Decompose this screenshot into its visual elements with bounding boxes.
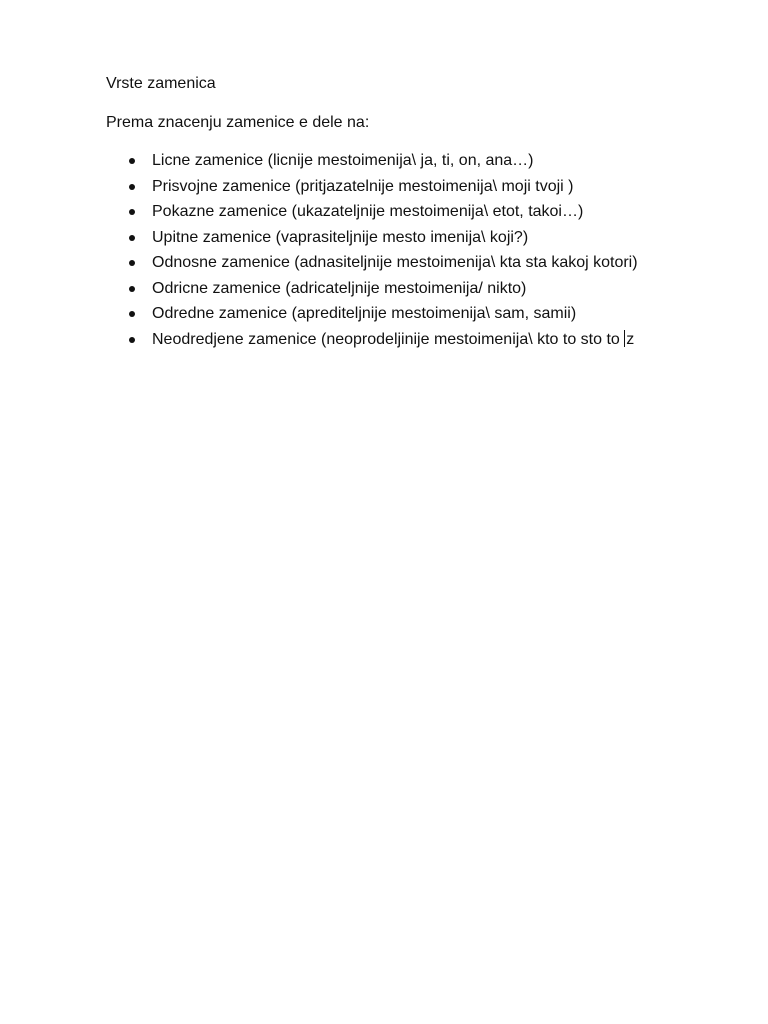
bullet-icon (129, 311, 135, 317)
intro-paragraph: Prema znacenju zamenice e dele na: (106, 114, 370, 131)
bullet-icon (129, 260, 135, 266)
list-item-text: Upitne zamenice (vaprasiteljnije mesto imenija\ koji?) (152, 228, 529, 246)
bullet-icon (129, 235, 135, 241)
bullet-icon (129, 286, 135, 292)
list-item (106, 174, 706, 200)
list-item (106, 327, 706, 353)
document-title: Vrste zamenica (106, 75, 216, 92)
list-item-text: Pokazne zamenice (ukazateljnije mestoimenija\ etot, takoi…) (152, 203, 584, 220)
list-item (106, 199, 706, 225)
list-item-text: Prisvojne zamenice (pritjazatelnije mestoimenija\ moji tvoji ) (152, 177, 574, 195)
list-item-text: Odnosne zamenice (adnasiteljnije mestoimenija\ kta sta kakoj kotori) (152, 254, 638, 271)
list-item (106, 250, 706, 276)
list-item (106, 148, 706, 174)
bullet-icon (129, 158, 135, 164)
list-item-text: Odredne zamenice (aprediteljnije mestoimenija\ sam, samii) (152, 305, 577, 322)
list-item (106, 301, 706, 327)
list-item-text: Licne zamenice (licnije mestoimenija\ ja, ti, on, ana…) (152, 152, 534, 169)
list-item-text-last[interactable] (152, 327, 672, 353)
list-item (106, 225, 706, 251)
bullet-icon (129, 337, 135, 343)
list-item-text-tail: z (626, 330, 635, 348)
pronoun-list (106, 148, 706, 352)
list-item-text: Odricne zamenice (adricateljnije mestoimenija/ nikto) (152, 279, 527, 297)
list-item-text-content: Neodredjene zamenice (neoprodeljinije mestoimenija\ kto to sto to (152, 330, 625, 348)
list-item (106, 276, 706, 302)
bullet-icon (129, 184, 135, 190)
bullet-icon (129, 209, 135, 215)
